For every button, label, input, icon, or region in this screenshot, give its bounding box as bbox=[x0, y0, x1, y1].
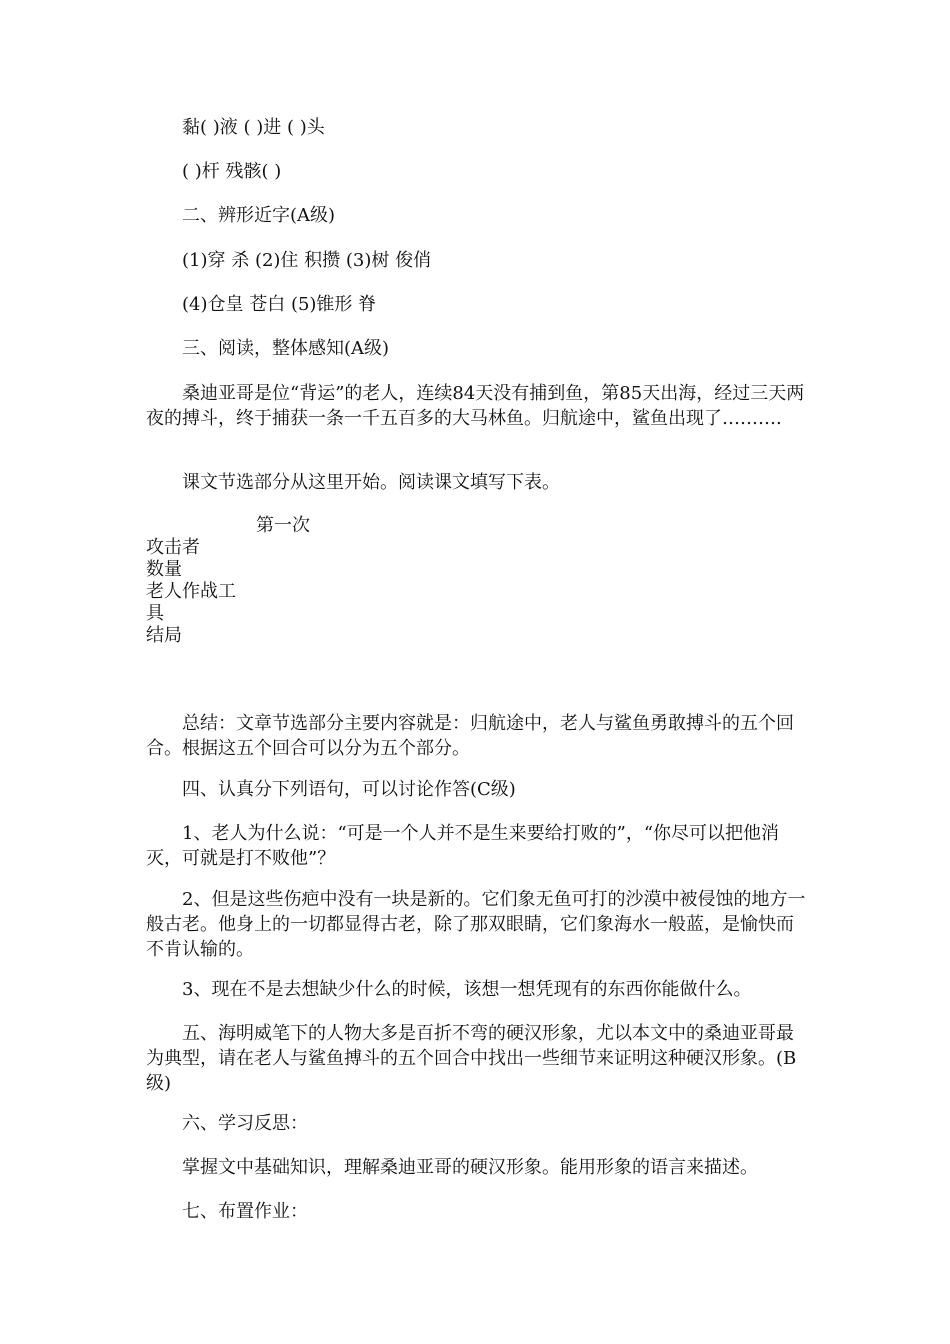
fill-blank-line-1: 黏( )液 ( )进 ( )头 bbox=[182, 117, 325, 138]
table-row-attacker: 攻击者 bbox=[146, 537, 200, 558]
section-heading-3: 三、阅读，整体感知(A级) bbox=[182, 338, 390, 359]
table-row-result: 结局 bbox=[146, 625, 182, 646]
question-2: 2、但是这些伤疤中没有一块是新的。它们象无鱼可打的沙漠中被侵蚀的地方一般古老。他身上的一切都显得古老，除了那双眼睛，它们象海水一般蓝，是愉快而不肯认输的。 bbox=[146, 889, 806, 960]
question-3: 3、现在不是去想缺少什么的时候，该想一想凭现有的东西你能做什么。 bbox=[182, 979, 752, 1000]
table-row-quantity: 数量 bbox=[146, 559, 182, 580]
table-instruction: 课文节选部分从这里开始。阅读课文填写下表。 bbox=[182, 472, 560, 493]
section-heading-5: 五、海明威笔下的人物大多是百折不弯的硬汉形象，尤以本文中的桑迪亚哥最为典型，请在老人与鲨鱼搏斗的五个回合中找出一些细节来证明这种硬汉形象。(B级) bbox=[146, 1023, 797, 1094]
section-heading-7: 七、布置作业： bbox=[182, 1201, 308, 1222]
similar-chars-line-2: (4)仓皇 苍白 (5)锥形 脊 bbox=[182, 294, 377, 315]
story-intro-paragraph: 桑迪亚哥是位“背运”的老人，连续84天没有捕到鱼，第85天出海，经过三天两夜的搏斗，终于捕获一条一千五百多的大马林鱼。归航途中，鲨鱼出现了………. bbox=[146, 383, 805, 429]
section-heading-4: 四、认真分下列语句，可以讨论作答(C级) bbox=[182, 779, 516, 800]
section-heading-6: 六、学习反思： bbox=[182, 1113, 308, 1134]
table-row-tool: 老人作战工 bbox=[146, 581, 236, 602]
summary-paragraph: 总结：文章节选部分主要内容就是：归航途中，老人与鲨鱼勇敢搏斗的五个回合。根据这五个回合可以分为五个部分。 bbox=[146, 713, 794, 759]
fill-blank-line-2: ( )杆 残骸( ) bbox=[182, 161, 282, 182]
question-1: 1、老人为什么说：“可是一个人并不是生来要给打败的”，“你尽可以把他消灭，可就是打不败他”？ bbox=[146, 823, 780, 869]
reflection-paragraph: 掌握文中基础知识，理解桑迪亚哥的硬汉形象。能用形象的语言来描述。 bbox=[182, 1157, 758, 1178]
similar-chars-line-1: (1)穿 杀 (2)住 积攒 (3)树 俊俏 bbox=[182, 250, 432, 271]
table-row-tool-cont: 具 bbox=[146, 603, 164, 624]
section-heading-2: 二、辨形近字(A级) bbox=[182, 205, 336, 226]
table-header-first: 第一次 bbox=[256, 515, 310, 536]
